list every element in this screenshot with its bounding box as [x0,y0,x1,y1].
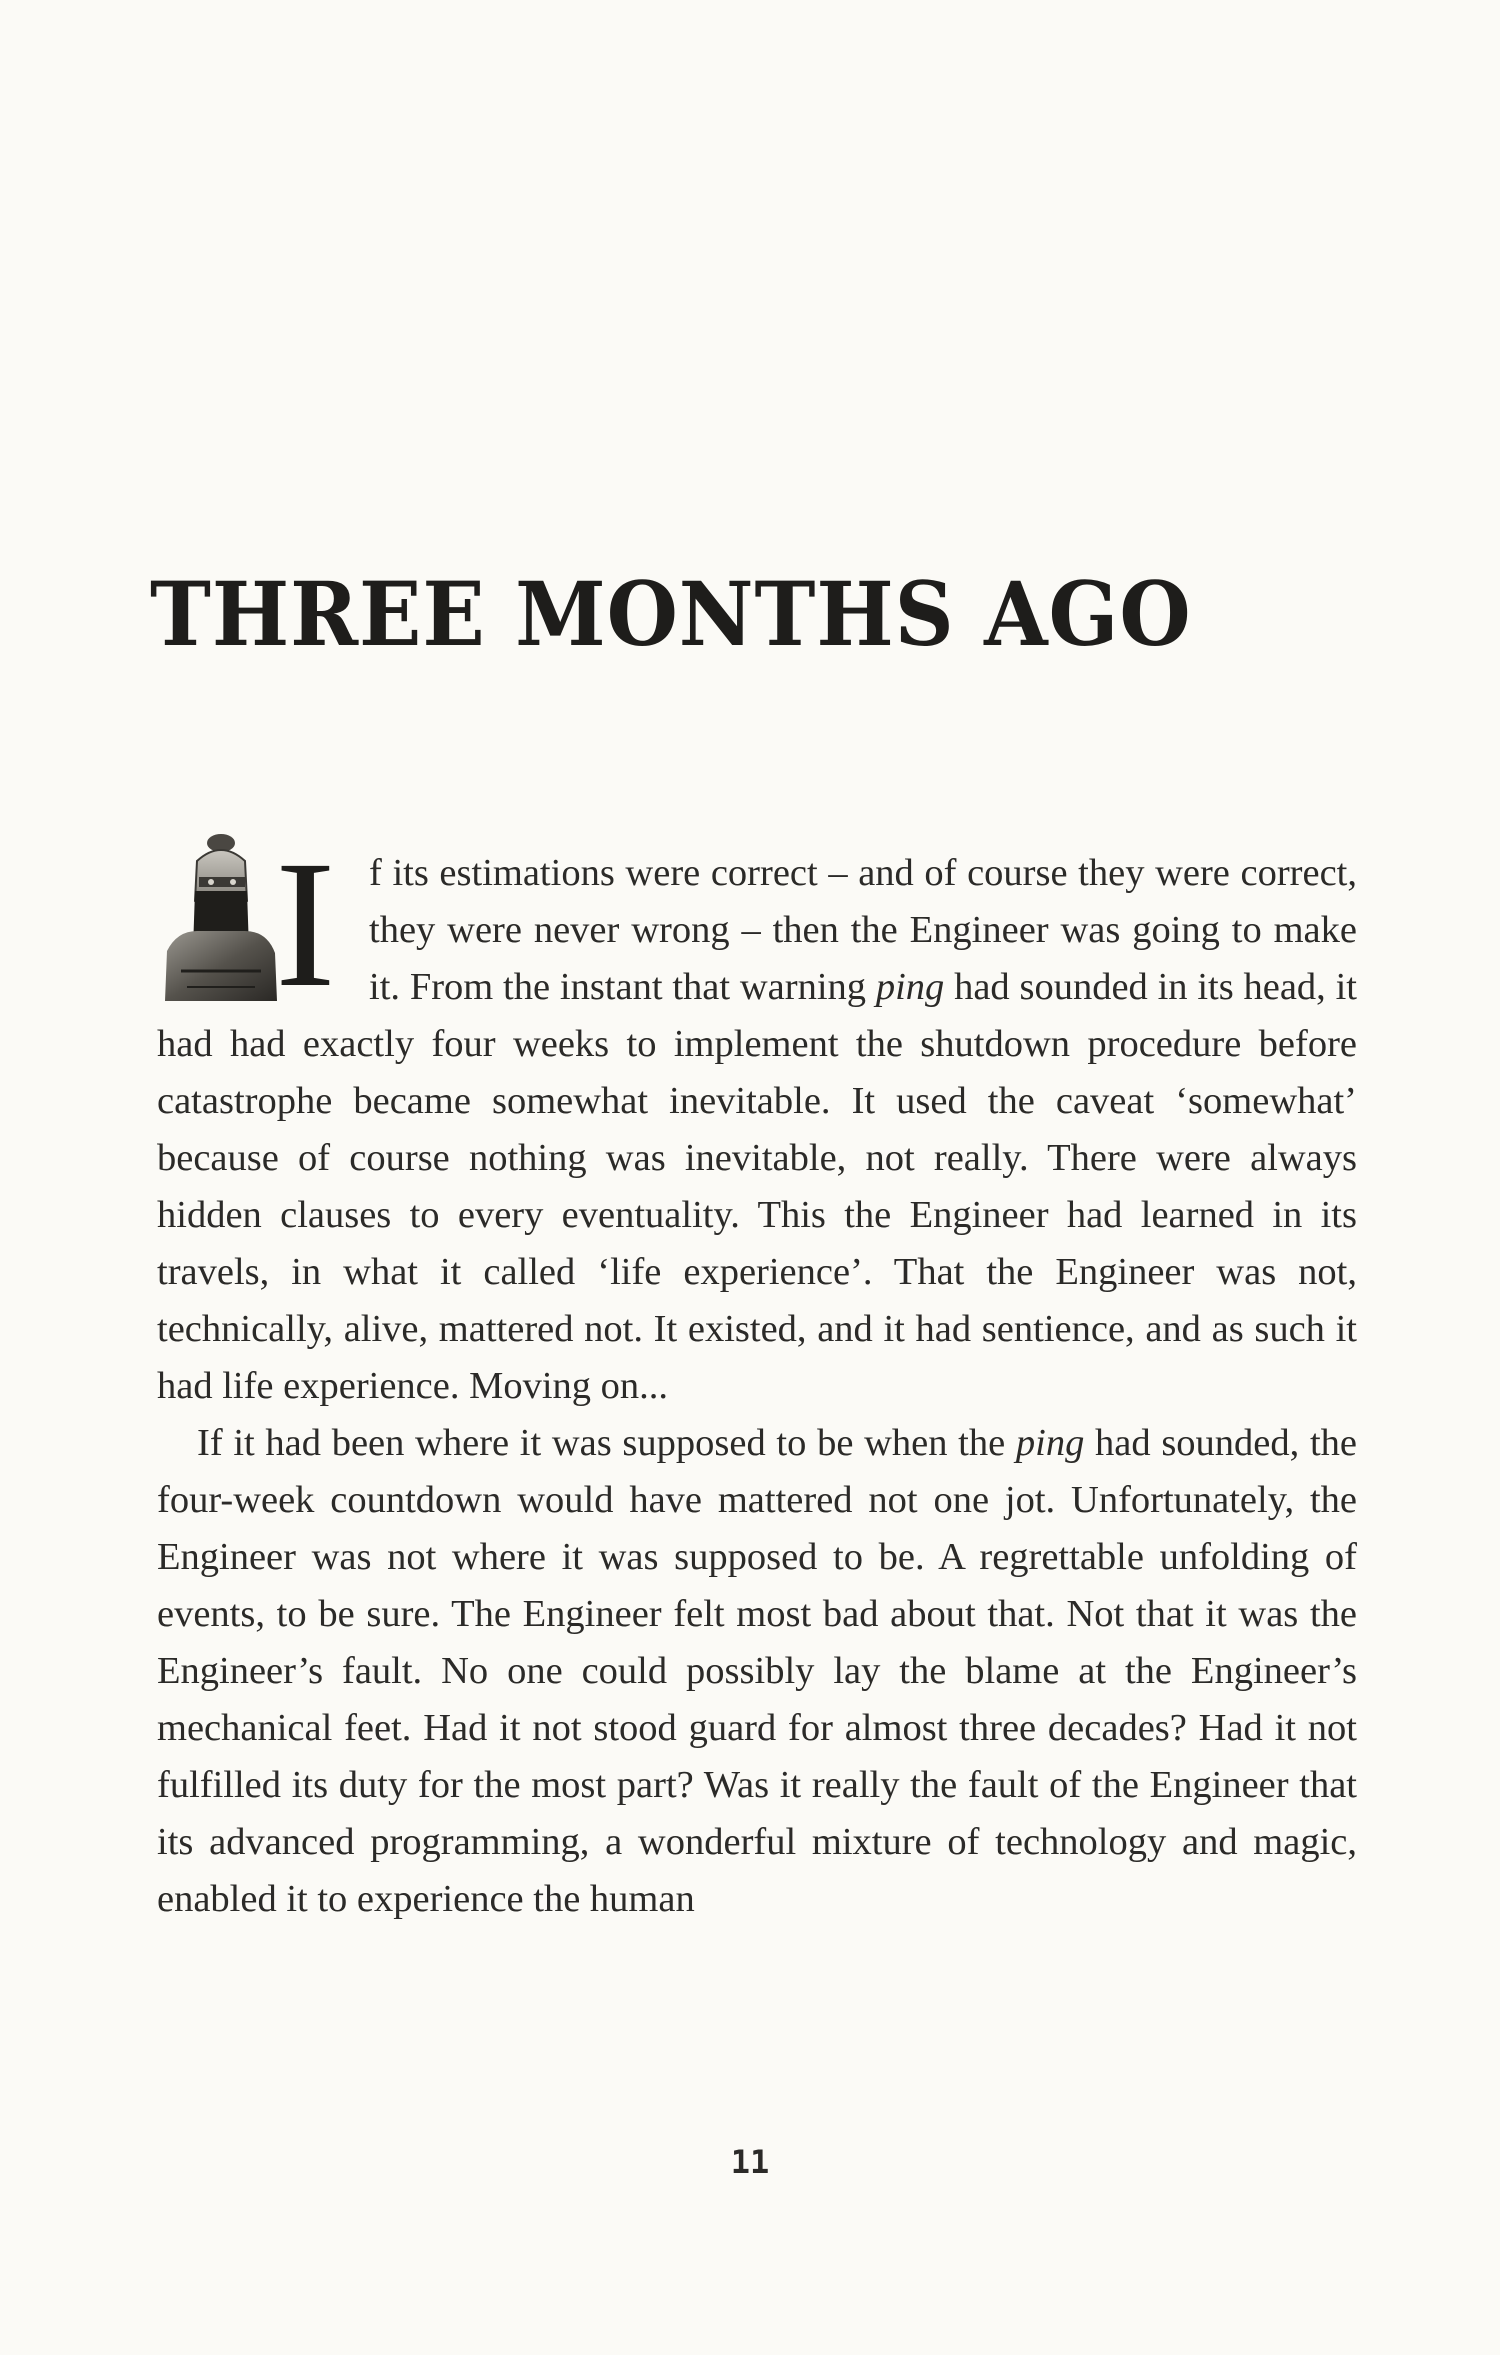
chapter-title: THREE MONTHS AGO [150,562,1192,666]
page-number: 11 [730,2143,770,2181]
paragraph-2-emphasis: ping [1015,1422,1085,1464]
drop-cap-letter: I [275,824,336,1025]
drop-cap [157,824,357,1025]
paragraph-2-tail: had sounded, the four-week countdown would have mattered not one jot. Unfortunately, the Engineer was not where it was supposed to be. A regrettable unfolding of events, to be sure. The Engineer felt most bad about that. Not that it was the Engineer’s fault. No one could possibly lay the blame at the Engineer’s mechanical feet. Had it not stood guard for almost three decades? Had it not fulfilled its duty for the most part? Was it really the fault of the Engineer that its advanced programming, a wonderful mixture of technology and magic, enabled it to experience the human [157,1422,1357,1920]
paragraph-1-lead: f its estimations were correct – and of course they were correct, they were never wrong – then the Engineer was going to make it. From the instant that warning [369,852,1357,1008]
paragraph-2-lead: If it had been where it was supposed to be when the [197,1422,1016,1464]
paragraph-2 [157,1415,1357,1928]
chapter-body [157,824,1357,1928]
paragraph-1-emphasis: ping [875,966,945,1008]
paragraph-1 [157,824,1357,1415]
paragraph-1-tail: had sounded in its head, it had had exactly four weeks to implement the shutdown procedure before catastrophe became somewhat inevitable. It used the caveat ‘somewhat’ because of course nothing was inevitable, not really. There were always hidden clauses to every eventuality. This the Engineer had learned in its travels, in what it called ‘life experience’. That the Engineer was not, technically, alive, mattered not. It existed, and it had sentience, and as such it had life experience. Moving on... [157,966,1357,1407]
